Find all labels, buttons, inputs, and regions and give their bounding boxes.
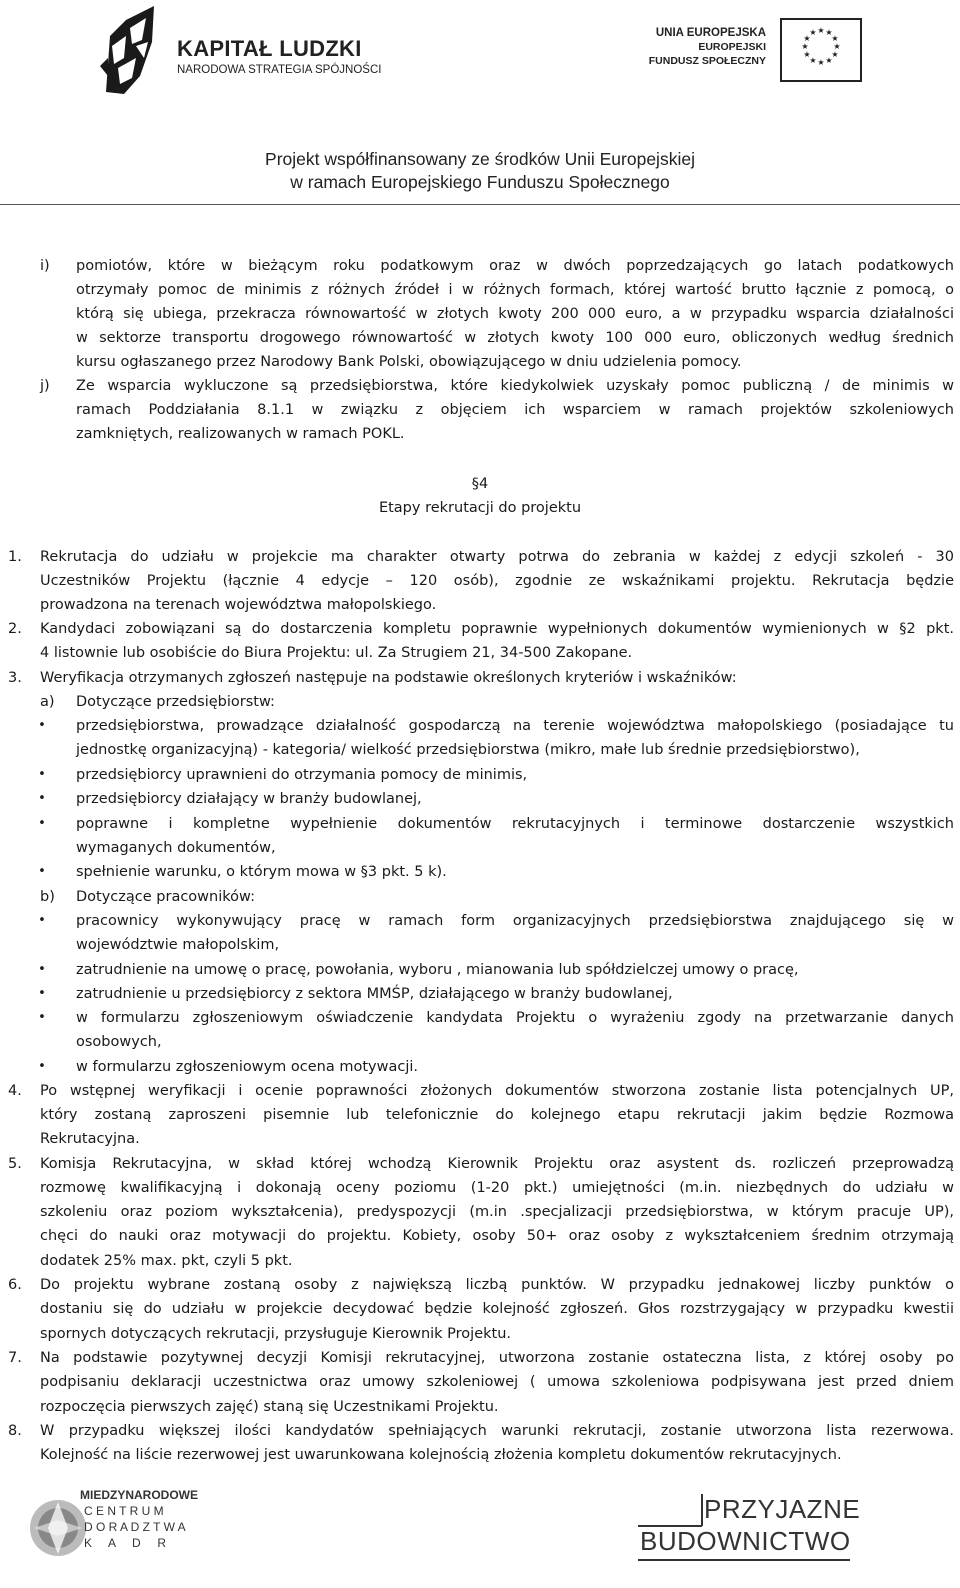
unia-europejska-logo — [630, 18, 862, 84]
item-i-line: którą się ubiega, przekracza równowartość w złotych kwoty 200 000 euro, a w przypadku wsparcia działalności — [76, 306, 954, 322]
sub-a-bullet-line: przedsiębiorstwa, prowadzące działalność gospodarczą na terenie województwa małopolskiego (posiadające tu — [76, 718, 954, 734]
item-4-marker: 4. — [8, 1083, 22, 1099]
sub-b-bullet-line: zatrudnienie u przedsiębiorcy z sektora MMŚP, działającego w branży budowlanej, — [76, 986, 673, 1002]
sub-a-bullet-line: przedsiębiorcy działający w branży budowlanej, — [76, 791, 422, 807]
pb-line-1: PRZYJAZNE — [704, 1494, 861, 1524]
item-6-line: spornych dotyczących rekrutacji, przysługuje Kierownik Projektu. — [40, 1326, 512, 1342]
mck-logo — [28, 1478, 218, 1570]
bullet-icon: • — [38, 962, 46, 977]
item-6-line: Do projektu wybrane zostaną osoby z największą liczbą punktów. W przypadku jednakowej liczby punktów o — [40, 1277, 954, 1293]
bullet-icon: • — [38, 864, 46, 879]
bullet-icon: • — [38, 718, 46, 733]
item-8-line: Kolejność na liście rezerwowej jest uwarunkowana kolejnością złożenia kompletu dokumentów rekrutacyjnych. — [40, 1447, 842, 1463]
item-1-line: Uczestników Projektu (łącznie 4 edycje – 120 osób), zgodnie ze wskaźnikami projektu. Rekrutacja będzie — [40, 573, 954, 589]
item-j-line: ramach Poddziałania 8.1.1 w związku z objęciem ich wsparciem w ramach projektów szkoleniowych — [76, 402, 954, 418]
ue-line-2: EUROPEJSKI — [698, 41, 766, 53]
item-6-marker: 6. — [8, 1277, 22, 1293]
mck-emblem-icon — [28, 1492, 88, 1562]
item-i-line: otrzymały pomoc de minimis z różnych źródeł i w różnych formach, której wartość brutto łącznie z pomocą, o — [76, 282, 954, 298]
item-7-line: podpisaniu deklaracji uczestnictwa oraz umowy szkoleniowej ( umowa szkoleniowa podpisywana jest przed dniem — [40, 1374, 954, 1390]
sub-a-bullet-line: spełnienie warunku, o którym mowa w §3 pkt. 5 k). — [76, 864, 447, 880]
item-2-marker: 2. — [8, 621, 22, 637]
item-j-line: zamkniętych, realizowanych w ramach POKL. — [76, 426, 405, 442]
header-divider — [0, 204, 960, 205]
ue-text-block — [649, 26, 766, 68]
bullet-icon: • — [38, 913, 46, 928]
svg-text:★: ★ — [825, 56, 833, 65]
bullet-icon: • — [38, 791, 46, 806]
sub-b-bullet-line: województwie małopolskim, — [76, 937, 280, 953]
item-8-line: W przypadku większej ilości kandydatów spełniających warunki rekrutacji, zostanie utworzona lista rezerwowa. — [40, 1423, 954, 1439]
mck-line-2: C E N T R U M — [84, 1504, 164, 1518]
item-i-marker: i) — [40, 258, 50, 274]
sub-b-bullet-line: osobowych, — [76, 1034, 162, 1050]
item-5-line: chęci do nauki oraz motywacji do projektu. Kobiety, osoby 50+ oraz osoby z wykształceniem średnim otrzymają — [40, 1228, 954, 1244]
sub-a-bullet-line: wymaganych dokumentów, — [76, 840, 276, 856]
item-3-line: Weryfikacja otrzymanych zgłoszeń następuje na podstawie określonych kryteriów i wskaźników: — [40, 670, 737, 686]
item-2-line: Kandydaci zobowiązani są do dostarczenia kompletu poprawnie wypełnionych dokumentów wymienionych w §2 pkt. — [40, 621, 954, 637]
sub-b-label: Dotyczące pracowników: — [76, 889, 255, 905]
kapital-ludzki-subtitle: NARODOWA STRATEGIA SPÓJNOŚCI — [177, 64, 382, 76]
sub-a-label: Dotyczące przedsiębiorstw: — [76, 694, 275, 710]
item-i-line: kursu ogłaszanego przez Narodowy Bank Polski, obowiązującego w dniu udzielenia pomocy. — [76, 354, 742, 370]
item-7-line: Na podstawie pozytywnej decyzji Komisji rekrutacyjnej, utworzona zostanie ostateczna lista, z której osoby po — [40, 1350, 954, 1366]
pb-line-2: BUDOWNICTWO — [640, 1526, 851, 1556]
project-cofinancing-line-2: w ramach Europejskiego Funduszu Społecznego — [290, 172, 670, 192]
bullet-icon: • — [38, 1059, 46, 1074]
svg-text:★: ★ — [801, 42, 809, 51]
section-number: §4 — [471, 476, 489, 492]
item-j-line: Ze wsparcia wykluczone są przedsiębiorstwa, które kiedykolwiek uzyskały pomoc publiczną / de minimis w — [76, 378, 954, 394]
kapital-ludzki-logo — [96, 6, 396, 96]
item-5-line: rozmowę kwalifikacyjną i dokonają oceny poziomu (1-20 pkt.) umiejętności (m.in. niezbędnych do udziału w — [40, 1180, 954, 1196]
bullet-icon: • — [38, 816, 46, 831]
bullet-icon: • — [38, 767, 46, 782]
item-4-line: który zostaną zaproszeni pisemnie lub telefonicznie do kolejnego etapu rekrutacji jakim będzie Rozmowa — [40, 1107, 954, 1123]
item-5-marker: 5. — [8, 1156, 22, 1172]
item-4-line: Po wstępnej weryfikacji i ocenie poprawności złożonych dokumentów stworzona zostanie lista potencjalnych UP, — [40, 1083, 954, 1099]
mck-line-3: D O R A D Z T W A — [84, 1520, 186, 1534]
item-5-line: Komisja Rekrutacyjna, w skład której wchodzą Kierownik Projektu oraz asystent ds. rozliczeń przeprowadzą — [40, 1156, 954, 1172]
svg-text:★: ★ — [803, 34, 811, 43]
item-3-marker: 3. — [8, 670, 22, 686]
przyjazne-budownictwo-logo — [636, 1490, 861, 1574]
sub-b-bullet-line: pracownicy wykonywujący pracę w ramach form organizacyjnych przedsiębiorstwa znajdującego się w — [76, 913, 954, 929]
svg-text:★: ★ — [809, 28, 817, 37]
svg-text:★: ★ — [831, 34, 839, 43]
item-7-line: rozpoczęcia pierwszych zajęć) staną się Uczestnikami Projektu. — [40, 1399, 499, 1415]
svg-text:★: ★ — [803, 50, 811, 59]
svg-text:★: ★ — [825, 28, 833, 37]
svg-text:★: ★ — [831, 50, 839, 59]
item-1-marker: 1. — [8, 549, 22, 565]
item-8-marker: 8. — [8, 1423, 22, 1439]
sub-a-bullet-line: jednostkę organizacyjną) - kategoria/ wielkość przedsiębiorstwa (mikro, małe lub średnie przedsiębiorstwo), — [76, 742, 860, 758]
kapital-ludzki-emblem-icon — [96, 6, 166, 98]
item-j-marker: j) — [40, 378, 50, 394]
item-5-line: szkoleniu oraz poziom wykształcenia), predyspozycji (m.in .specjalizacji przedsiębiorstwa, w którym pracuje UP), — [40, 1204, 954, 1220]
pb-frame-lines-icon — [636, 1490, 852, 1574]
kapital-ludzki-title: KAPITAŁ LUDZKI — [177, 36, 362, 61]
ue-line-1: UNIA EUROPEJSKA — [655, 27, 766, 39]
sub-b-bullet-line: w formularzu zgłoszeniowym oświadczenie kandydata Projektu o wyrażeniu zgody na przetwarzanie danych — [76, 1010, 954, 1026]
svg-text:★: ★ — [817, 26, 825, 35]
svg-text:★: ★ — [833, 42, 841, 51]
sub-a-bullet-line: poprawne i kompletne wypełnienie dokumentów rekrutacyjnych i terminowe dostarczenie wszystkich — [76, 816, 954, 832]
item-5-line: dodatek 25% max. pkt, czyli 5 pkt. — [40, 1253, 293, 1269]
section-title: Etapy rekrutacji do projektu — [378, 500, 582, 516]
sub-b-bullet-line: zatrudnienie na umowę o pracę, powołania, wyboru , mianowania lub spółdzielczej umowy o pracę, — [76, 962, 799, 978]
item-7-marker: 7. — [8, 1350, 22, 1366]
sub-a-marker: a) — [40, 694, 55, 710]
sub-b-marker: b) — [40, 889, 55, 905]
item-i-line: pomiotów, które w bieżącym roku podatkowym oraz w dwóch poprzedzających go latach podatkowych — [76, 258, 954, 274]
item-2-line: 4 listownie lub osobiście do Biura Projektu: ul. Za Strugiem 21, 34-500 Zakopane. — [40, 645, 633, 661]
item-i-line: w sektorze transportu drogowego równowartość w złotych kwoty 100 000 euro, obliczonych według średnich — [76, 330, 954, 346]
svg-text:★: ★ — [809, 56, 817, 65]
mck-line-4: K A D R — [84, 1536, 167, 1550]
item-4-line: Rekrutacyjna. — [40, 1131, 140, 1147]
eu-flag-icon — [780, 18, 862, 82]
sub-b-bullet-line: w formularzu zgłoszeniowym ocena motywacji. — [76, 1059, 419, 1075]
bullet-icon: • — [38, 986, 46, 1001]
ue-line-3: FUNDUSZ SPOŁECZNY — [648, 55, 766, 67]
item-1-line: prowadzona na terenach województwa małopolskiego. — [40, 597, 437, 613]
item-6-line: dostaniu się do udziału w projekcie decydować będzie kolejność zgłoszeń. Głos rozstrzygający w przypadku kwestii — [40, 1301, 954, 1317]
bullet-icon: • — [38, 1010, 46, 1025]
project-cofinancing-line-1: Projekt współfinansowany ze środków Unii Europejskiej — [265, 149, 695, 169]
svg-text:★: ★ — [817, 58, 825, 67]
mck-line-1: MIEDZYNARODOWE — [80, 1488, 198, 1502]
item-1-line: Rekrutacja do udziału w projekcie ma charakter otwarty potrwa do zebrania w każdej z edycji szkoleń - 30 — [40, 549, 954, 565]
sub-a-bullet-line: przedsiębiorcy uprawnieni do otrzymania pomocy de minimis, — [76, 767, 528, 783]
